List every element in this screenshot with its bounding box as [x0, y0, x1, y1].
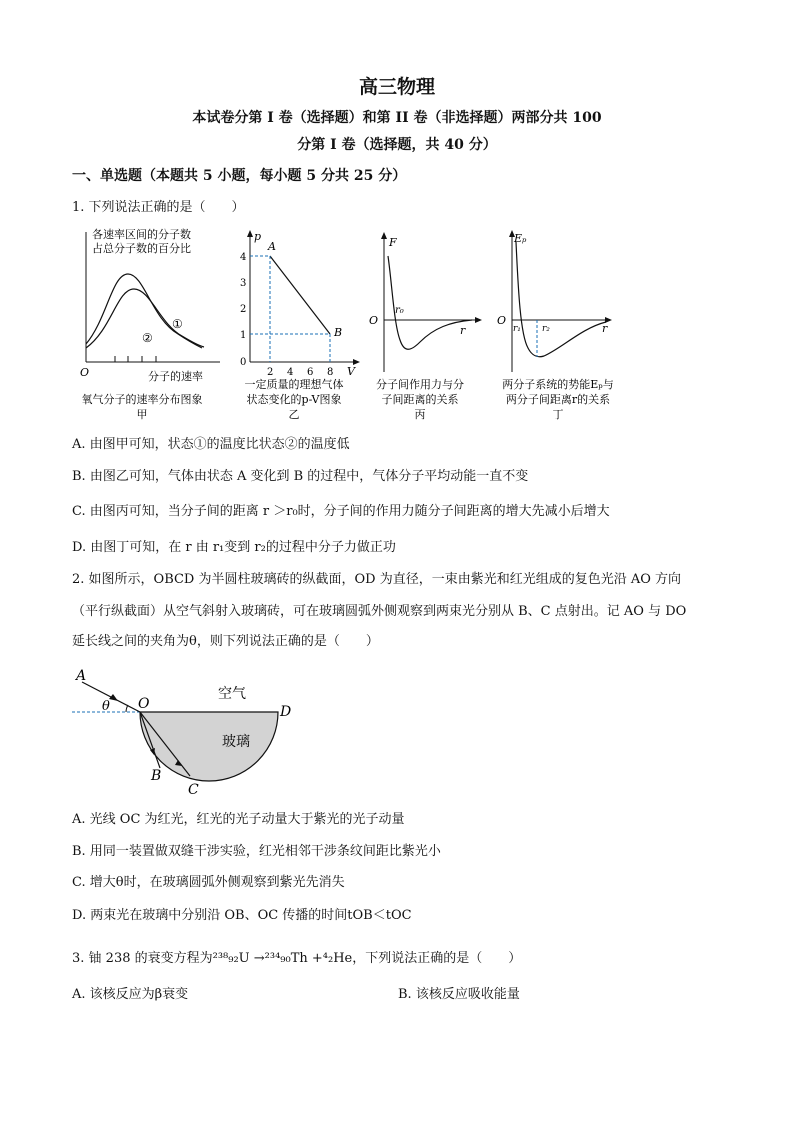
jia-curve-1-label: ①: [172, 317, 183, 331]
section-title: 一、单选题（本题共 5 小题，每小题 5 分共 25 分）: [72, 168, 407, 184]
yi-ytick-2: 2: [240, 304, 247, 315]
yi-xtick-2: 2: [267, 367, 274, 378]
q2-stem-line-1: 2. 如图所示，OBCD 为半圆柱玻璃砖的纵截面，OD 为直径，一束由紫光和红光组成的复色光沿 AO 方向: [72, 572, 682, 587]
figure-jia: [72, 224, 222, 424]
ding-origin: O: [497, 314, 507, 327]
yi-caption-3: 乙: [288, 408, 300, 421]
bing-f-label: F: [389, 236, 397, 249]
q3-stem: 3. 铀 238 的衰变方程为²³⁸₉₂U →²³⁴₉₀Th +⁴₂He，下列说法正确的是（ ）: [72, 951, 522, 966]
header-line-2: 分第 I 卷（选择题，共 40 分）: [297, 137, 497, 153]
q2-option-a: A. 光线 OC 为红光，红光的光子动量大于紫光的光子动量: [72, 812, 405, 827]
q1-option-a: A. 由图甲可知，状态①的温度比状态②的温度低: [72, 437, 350, 452]
angle-arc: [126, 705, 128, 712]
yi-ytick-3: 3: [240, 278, 247, 289]
bing-caption-2: 子间距离的关系: [381, 393, 459, 406]
jia-caption-1: 氧气分子的速率分布图象: [81, 393, 203, 406]
label-b: B: [151, 768, 162, 784]
label-air: 空气: [218, 686, 246, 702]
label-d: D: [280, 704, 292, 720]
q1-option-b: B. 由图乙可知，气体由状态 A 变化到 B 的过程中，气体分子平均动能一直不变: [72, 469, 529, 484]
q2-stem-line-3: 延长线之间的夹角为θ，则下列说法正确的是（ ）: [72, 634, 379, 649]
ding-ep-label: Eₚ: [514, 232, 527, 245]
q2-option-b: B. 用同一装置做双缝干涉实验，红光相邻干涉条纹间距比紫光小: [72, 844, 441, 859]
yi-a-label: A: [268, 240, 276, 253]
label-glass: 玻璃: [222, 734, 250, 750]
yi-ytick-0: 0: [240, 357, 247, 368]
label-o: O: [138, 696, 150, 712]
yi-xtick-6: 6: [307, 367, 314, 378]
figure-ding: [492, 224, 632, 424]
jia-origin: O: [80, 366, 90, 379]
ding-caption-2: 两分子间距离r的关系: [505, 393, 611, 406]
ding-r1-label: r₁: [513, 324, 521, 334]
ding-r2-label: r₂: [542, 324, 550, 334]
jia-ylabel-1: 各速率区间的分子数: [92, 228, 191, 241]
yi-b-label: B: [334, 326, 343, 339]
bing-caption-1: 分子间作用力与分: [376, 378, 464, 391]
bing-caption-3: 丙: [414, 408, 426, 421]
yi-caption-1: 一定质量的理想气体: [244, 378, 344, 391]
bing-r-label: r: [460, 324, 466, 337]
bing-r0-label: r₀: [395, 305, 404, 316]
energy-curve: [516, 242, 606, 357]
yi-xtick-8: 8: [327, 367, 334, 378]
label-c: C: [188, 782, 199, 798]
label-theta: θ: [102, 699, 110, 714]
yi-p-label: p: [254, 230, 262, 243]
jia-xlabel: 分子的速率: [148, 370, 203, 383]
line-ab: [270, 256, 330, 334]
q3-option-b: B. 该核反应吸收能量: [398, 987, 520, 1002]
jia-curve-2-label: ②: [142, 331, 153, 345]
ding-r-label: r: [602, 322, 608, 335]
header-line-1: 本试卷分第 I 卷（选择题）和第 II 卷（非选择题）两部分共 100: [192, 110, 602, 126]
jia-caption-2: 甲: [136, 408, 148, 421]
yi-xtick-4: 4: [287, 367, 294, 378]
q3-option-a: A. 该核反应为β衰变: [72, 987, 189, 1002]
yi-v-label: V: [347, 365, 355, 378]
q2-option-d: D. 两束光在玻璃中分别沿 OB、OC 传播的时间tOB＜tOC: [72, 908, 412, 923]
figure-yi: [232, 224, 362, 424]
yi-ytick-1: 1: [240, 330, 247, 341]
figure-glass-prism: [68, 664, 308, 804]
ding-caption-3: 丁: [552, 408, 564, 421]
q2-stem-line-2: （平行纵截面）从空气斜射入玻璃砖，可在玻璃圆弧外侧观察到两束光分别从 B、C 点射出。记 AO 与 DO: [72, 604, 687, 619]
q1-stem: 1. 下列说法正确的是（ ）: [72, 200, 245, 215]
page-title: 高三物理: [358, 76, 435, 98]
figure-bing: [364, 224, 484, 424]
label-a: A: [76, 668, 87, 684]
bing-origin: O: [369, 314, 379, 327]
q1-option-d: D. 由图丁可知，在 r 由 r₁变到 r₂的过程中分子力做正功: [72, 540, 396, 555]
yi-ytick-4: 4: [240, 252, 247, 263]
yi-caption-2: 状态变化的p-V图象: [246, 393, 342, 406]
q2-option-c: C. 增大θ时，在玻璃圆弧外侧观察到紫光先消失: [72, 875, 345, 890]
ding-caption-1: 两分子系统的势能Eₚ与: [502, 378, 614, 391]
jia-ylabel-2: 占总分子数的百分比: [92, 242, 191, 255]
q1-option-c: C. 由图丙可知，当分子间的距离 r ＞r₀时，分子间的作用力随分子间距离的增大先减小后增大: [72, 504, 610, 519]
